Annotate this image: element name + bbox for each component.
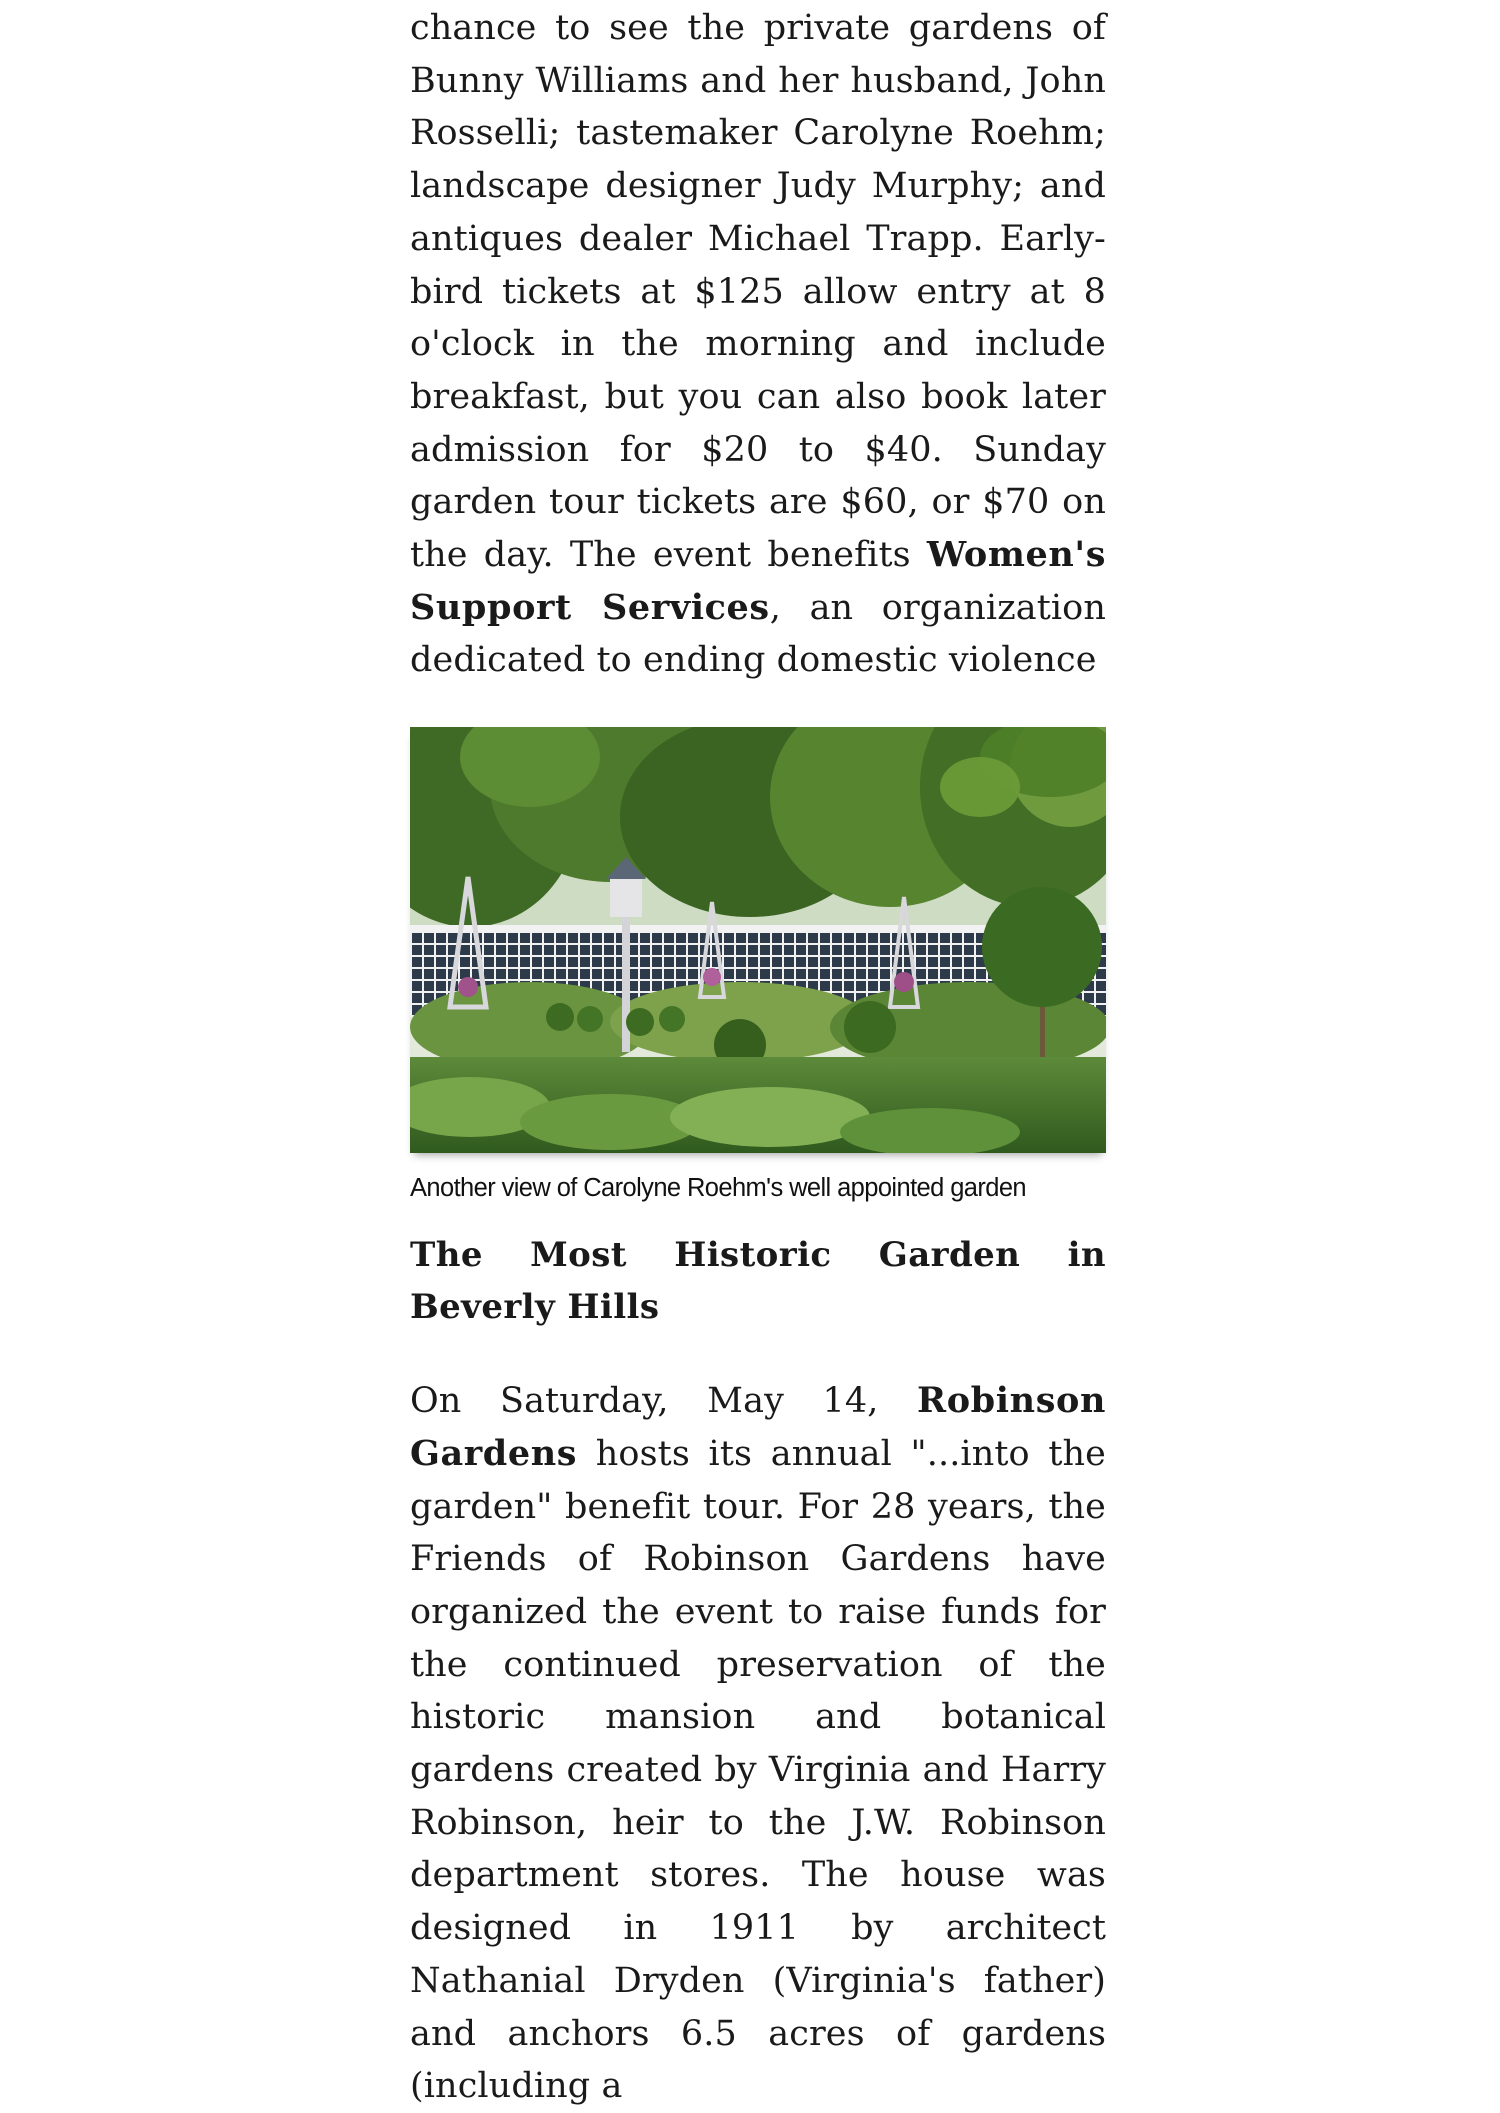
garden-photo (410, 727, 1106, 1153)
section-text-1: On Saturday, May 14, (410, 1381, 918, 1422)
section-heading: The Most Historic Garden in Beverly Hills (410, 1235, 1106, 1328)
photo-caption: Another view of Carolyne Roehm's well appointed garden (410, 1174, 1027, 1203)
intro-paragraph (410, 2, 1106, 687)
article-body (410, 0, 1106, 2113)
womens-support-services-link[interactable]: Women's Support Services (410, 534, 1106, 628)
garden-figure (410, 727, 1106, 1203)
intro-text-2: , an organization dedicated to ending domestic violence (410, 587, 1106, 681)
section-paragraph (410, 1375, 1106, 2113)
section-text-2: hosts its annual "...into the garden" benefit tour. For 28 years, the Friends of Robinson Gardens have organized the event to raise funds for the continued preservation of the historic mansion and botanical gardens created by Virginia and Harry Robinson, heir to the J.W. Robinson department stores. The house was designed in 1911 by architect Nathanial Dryden (Virginia's father) and anchors 6.5 acres of gardens (including a (410, 1433, 1106, 2107)
robinson-gardens-link[interactable]: Robinson Gardens (410, 1380, 1106, 1474)
intro-text-1: chance to see the private gardens of Bunny Williams and her husband, John Rosselli; tastemaker Carolyne Roehm; landscape designer Judy Murphy; and antiques dealer Michael Trapp. Early-bird tickets at $125 allow entry at 8 o'clock in the morning and include breakfast, but you can also book later admission for $20 to $40. Sunday garden tour tickets are $60, or $70 on the day. The event benefits (410, 8, 1106, 576)
